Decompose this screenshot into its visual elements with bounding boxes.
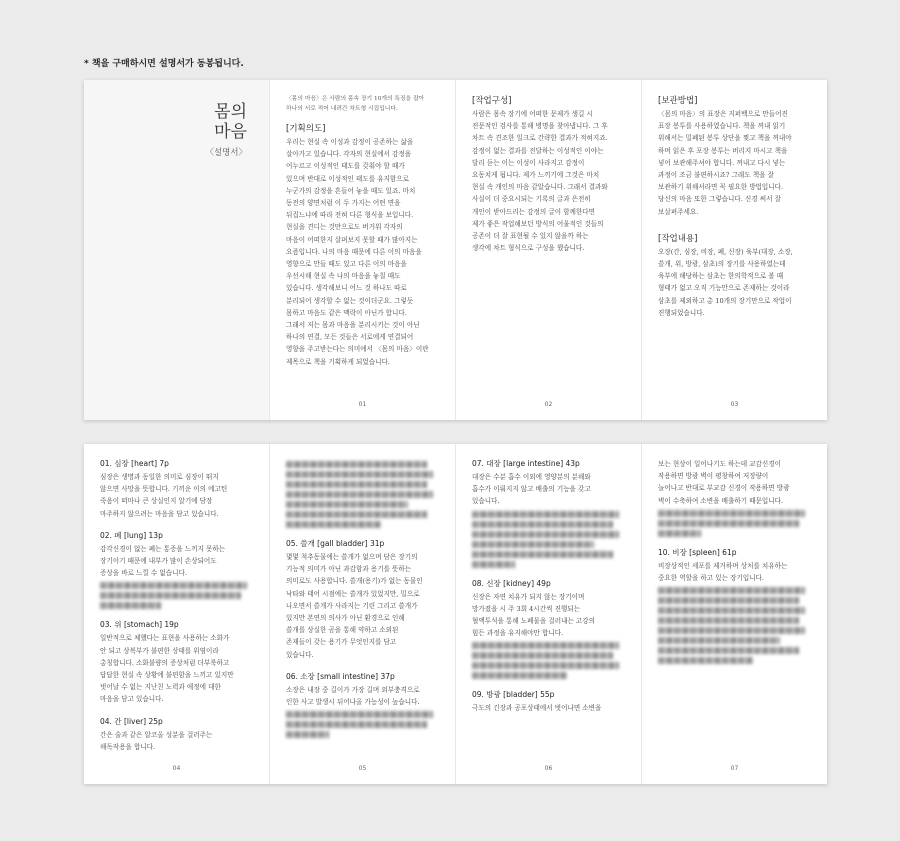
blurred-text xyxy=(658,617,799,624)
blurred-text xyxy=(286,501,408,508)
section-large-intestine: 07. 대장 [large intestine] 43p xyxy=(472,459,580,468)
page-number: 03 xyxy=(730,401,739,408)
blurred-text xyxy=(472,521,613,528)
heading-work-content: [작업내용] xyxy=(658,233,698,244)
intro-text: 〈몸의 마음〉은 사람의 몸속 장기 10개의 특징을 잡아 하나의 서로 적어 내려간 차트형 시집입니다. xyxy=(286,96,425,112)
section-bladder: 09. 방광 [bladder] 55p xyxy=(472,690,555,700)
page-number: 07 xyxy=(730,765,739,772)
section-kidney: 08. 신장 [kidney] 49p xyxy=(472,578,551,588)
small-intestine-body: 소장은 내장 중 길이가 가장 길며 외부충격으로 인한 사고 발생시 뒤어나올 가능성이 높습니다. xyxy=(286,685,420,707)
page-number: 06 xyxy=(544,765,553,772)
blurred-text xyxy=(286,511,427,518)
booklet-spread-2 xyxy=(84,444,827,784)
cover-subtitle: 〈설명서〉 xyxy=(205,148,247,158)
booklet-spread-1 xyxy=(84,80,827,420)
page-number: 02 xyxy=(544,401,553,408)
section-heart: 01. 심장 [heart] 7p xyxy=(100,459,169,468)
section-spleen: 10. 비장 [spleen] 61p xyxy=(658,547,737,557)
blurred-text xyxy=(472,642,619,649)
blurred-text xyxy=(286,461,427,468)
blurred-text xyxy=(286,481,427,488)
page-03 xyxy=(642,80,827,420)
work-content-body: 오장(간, 심장, 비장, 폐, 신장) 육부(대장, 소장, 쓸개, 위, 방광, 삼초)의 장기를 사용하였는데 육부에 해당하는 삼초는 한의학적으로 볼 때 형태가 없고 오직 기능만으로 존재하는 것이라 삼초를 제외하고 총 10개의 장기만으로 작업이 진행되었습니다. xyxy=(658,247,793,317)
blurred-text xyxy=(472,561,515,568)
section-liver: 04. 간 [liver] 25p xyxy=(100,716,163,726)
blurred-text xyxy=(472,531,619,538)
blurred-text xyxy=(286,471,433,478)
blurred-text xyxy=(472,511,619,518)
blurred-text xyxy=(658,530,701,537)
blurred-text xyxy=(472,541,594,548)
bladder-body-continued: 보는 현상이 일어나기도 하는데 교감신경이 작용하면 방광 벽이 평창하여 저장량이 늘어나고 반대로 부교감 신경이 작용하면 방광 벽이 수축하여 소변을 배출하기 때문입니다. xyxy=(658,460,790,505)
blurred-text xyxy=(658,520,799,527)
spleen-body: 비장상적인 세포를 제거하며 상처를 치유하는 중요한 역할을 하고 있는 장기입니다. xyxy=(658,561,788,583)
page-number: 04 xyxy=(172,765,181,772)
section-small-intestine: 06. 소장 [small intestine] 37p xyxy=(286,671,395,681)
blurred-text xyxy=(658,587,805,594)
large-intestine-body: 대장은 수분 흡수 이외에 영양분의 분해와 흡수가 이뤄지지 않고 배출의 기능을 갖고 있습니다. xyxy=(472,473,591,506)
bladder-body: 극도의 긴장과 공포상태에서 벗어나면 소변을 xyxy=(472,704,602,713)
blurred-text xyxy=(472,551,613,558)
heading-storage: [보관방법] xyxy=(658,96,698,106)
blurred-text xyxy=(286,731,329,738)
blurred-text xyxy=(100,602,161,609)
page-number: 01 xyxy=(358,401,367,408)
notice-text: * 책을 구매하시면 설명서가 동봉됩니다. xyxy=(84,59,244,69)
cover-page xyxy=(84,80,270,420)
blurred-text xyxy=(286,521,381,528)
blurred-text xyxy=(100,582,247,589)
blurred-text xyxy=(658,607,805,614)
blurred-text xyxy=(658,657,753,664)
section-lung: 02. 폐 [lung] 13p xyxy=(100,530,163,540)
blurred-text xyxy=(658,510,805,517)
blurred-text xyxy=(658,627,805,634)
planning-body: 우리는 현실 속 이성과 감정이 공존하는 삶을 살아가고 있습니다. 각자의 현실에서 감정을 어누르고 이성적인 태도를 갖춰야 할 때가 있으며 반대로 이성적인 태도를 유지함으로 누군가의 감정을 흔들어 놓을 때도 있죠. 마치 동전의 양면처럼 이 두 가지는 어떤 면을 뒤집느냐에 따라 전혀 다른 형식을 보입니다. 현실을 견디는 것만으로도 버거워 각자의 마음이 어떠한지 살펴보지 못할 때가 많아지는 요즘입니다. 나의 마음 때문에 다른 이의 마음을 영향으로 만들 때도 있고 다른 이의 마음을 우선시해 현실 속 나의 마음을 놓칠 때도 있습니다. 생각해보니 어느 것 하나도 따로 분리되어 생각할 수 없는 것이더군요. 그렇듯 몸하고 마음도 같은 맥락이 아닌가 합니다. 그래서 저는 몸과 마음을 분리시키는 것이 아닌 하나의 연결, 모든 것들은 서로에게 연결되어 영향을 주고받는다는 의미에서 〈몸의 마음〉이란 제목으로 책을 기획하게 되었습니다. xyxy=(286,138,429,366)
stomach-body: 일반적으로 체했다는 표현을 사용하는 소화가 안 되고 상복부가 불편한 상태를 위염이라 총칭합니다. 소화불량의 증상처럼 더부룩하고 답답한 현실 속 상황에 불편함을 느끼고 있지만 벗어날 수 없는 지난친 노력과 애정에 대한 마음을 담고 있습니다. xyxy=(100,634,234,704)
liver-body: 간은 술과 같은 알코올 성분을 걸러주는 해독작용을 합니다. xyxy=(100,730,213,751)
blurred-text xyxy=(472,662,619,669)
composition-body: 사람은 몸속 장기에 어떠한 문제가 생길 시 전문적인 검사를 통해 병명을 찾아냅니다. 그 후 차트 속 견조한 일크로 간략한 결과가 적혀지죠. 감정이 없는 결과를 전달하는 이성적인 이야는 달리 듣는 이는 이성이 사라지고 감정이 요동치게 됩니다. 제가 느끼기에 그것은 마치 현실 속 개인의 마음 같았습니다. 그래서 결과와 사실이 더 중요시되는 기록의 글과 은전히 개인이 받아드리는 감정의 글이 함께한다면 제가 좋은 작업해보던 방식의 어울적인 것들의 공존이 더 잘 표현될 수 있지 않을까 하는 생각에 차트 형식으로 구성을 했습니다. xyxy=(472,110,608,253)
blurred-text xyxy=(658,647,799,654)
section-stomach: 03. 위 [stomach] 19p xyxy=(100,620,179,630)
page-01 xyxy=(270,80,456,420)
blurred-text xyxy=(472,652,613,659)
page-04 xyxy=(84,444,270,784)
blurred-text xyxy=(100,592,241,599)
blurred-text xyxy=(286,711,433,718)
page-02 xyxy=(456,80,642,420)
cover-title: 몸의 마음 xyxy=(214,102,247,142)
blurred-text xyxy=(286,491,433,498)
heart-body: 심장은 생명과 동일한 의미로 심장이 뛰지 않으면 사망을 뜻합니다. 기끼운 이의 에고틴 죽음이 떠마나 큰 상실인지 알기에 담장 마주하지 않으려는 마음을 담고 있습니다. xyxy=(100,473,228,518)
lung-body: 감각신경이 없는 폐는 통증을 느끼지 못하는 장기이기 때문에 내부가 많이 손상되어도 증상을 바로 느낄 수 없습니다. xyxy=(100,544,226,578)
heading-planning: [기획의도] xyxy=(286,124,326,134)
gall-bladder-body: 몇몇 척추동물에는 쓸개가 없으며 담은 장기의 기능적 의미가 아닌 과감함과 용기를 뜻하는 의미로도 사용합니다. 쓸개(용기)가 없는 동물인 낙타와 태어 시점에는 쓸개가 있었지만, 밀으로 나오면서 쓸개가 사라지는 기린 그리고 쓸개가 있지만 본연의 의사가 아닌 환경으로 인해 쓸개를 상실한 곰을 통해 약하고 소외된 존재들이 갖는 용기가 무엇인지를 담고 있습니다. xyxy=(286,553,423,659)
page-06 xyxy=(456,444,642,784)
section-gall-bladder: 05. 쓸개 [gall bladder] 31p xyxy=(286,539,385,548)
storage-body: 〈몸의 마음〉의 표장은 지퍼백으로 만들어진 표장 봉투를 사용하였습니다. 책을 꺼내 읽기 위해서는 밀폐된 봉투 상단을 찢고 책을 꺼내야 하며 읽은 후 포장 봉투는 버리지 마시고 책을 넣어 보관해주셔야 합니다. 꺼내고 다시 넣는 과정이 조금 불편하시죠? 그래도 책을 잘 보관하기 위해서라면 꼭 필요한 방법입니다. 당신의 마음 또한 그렇습니다. 신경 써서 잘 보살펴주세요. xyxy=(658,110,792,216)
blurred-text xyxy=(472,672,567,679)
blurred-text xyxy=(286,721,427,728)
heading-composition: [작업구성] xyxy=(472,96,512,106)
page-number: 05 xyxy=(358,765,367,772)
page-05 xyxy=(270,444,456,784)
kidney-body: 신장은 자연 치유가 되지 않는 장기이며 망가졌을 시 주 3회 4시간씩 진행되는 혈액투석을 통해 노폐물을 걸러내는 고강의 힘든 과정을 유지해야만 합니다. xyxy=(472,592,596,638)
page-07 xyxy=(642,444,827,784)
blurred-text xyxy=(658,637,780,644)
blurred-text xyxy=(658,597,799,604)
